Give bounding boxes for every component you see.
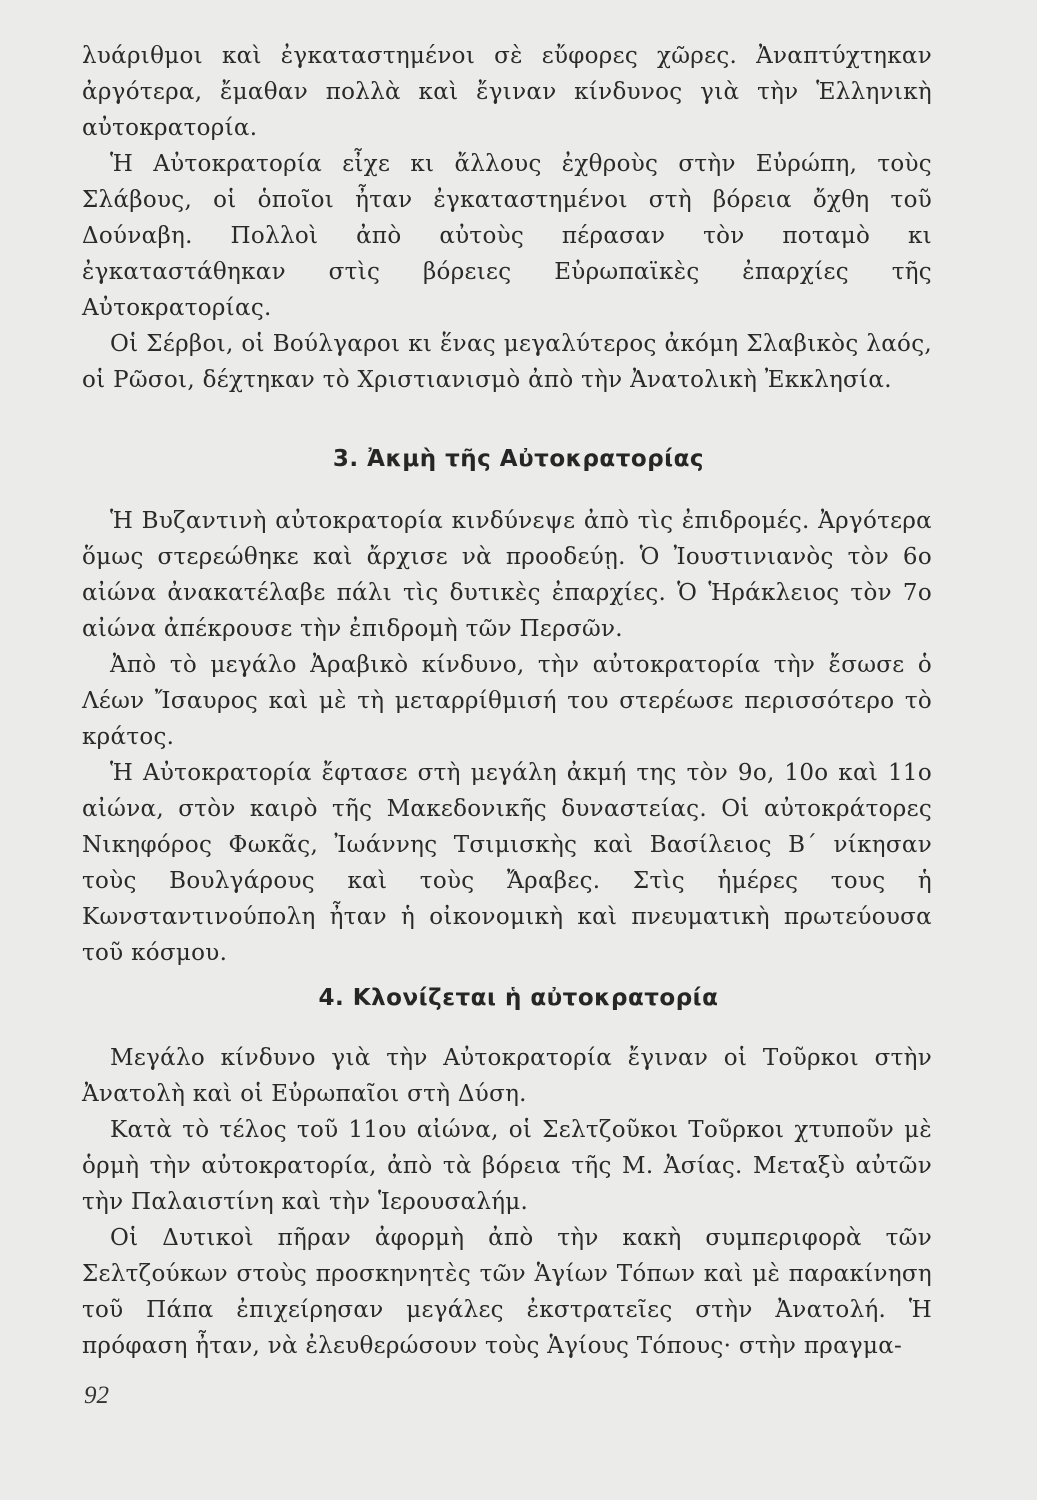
section-heading-3: 3. Ἀκμὴ τῆς Αὐτοκρατορίας (332, 446, 705, 472)
paragraph: Ἡ Βυζαντινὴ αὐτοκρατορία κινδύνεψε ἀπὸ τὶς ἐπιδρομές. Ἀργότερα ὅμως στερεώθηκε καὶ ἄρχισε νὰ προοδεύῃ. Ὁ Ἰουστινιανὸς τὸν 6ο αἰώνα ἀνακατέλαβε πάλι τὶς δυτικὲς ἐπαρχίες. Ὁ Ἡράκλειος τὸν 7ο αἰώνα ἀπέκρουσε τὴν ἐπιδρομὴ τῶν Περσῶν. (82, 508, 932, 642)
paragraph: Μεγάλο κίνδυνο γιὰ τὴν Αὐτοκρατορία ἔγιναν οἱ Τοῦρκοι στὴν Ἀνατολὴ καὶ οἱ Εὐρωπαῖοι στὴ Δύση. (82, 1045, 932, 1107)
paragraph: λυάριθμοι καὶ ἐγκαταστημένοι σὲ εὔφορες χῶρες. Ἀναπτύχτηκαν ἀργότερα, ἔμαθαν πολλὰ καὶ ἔγιναν κίνδυνος γιὰ τὴν Ἑλληνικὴ αὐτοκρατορία. (82, 43, 932, 141)
paragraph: Ἀπὸ τὸ μεγάλο Ἀραβικὸ κίνδυνο, τὴν αὐτοκρατορία τὴν ἔσωσε ὁ Λέων Ἴσαυρος καὶ μὲ τὴ μεταρρίθμισή του στερέωσε περισσότερο τὸ κράτος. (82, 652, 932, 750)
page-number: 92 (84, 1382, 109, 1409)
section-4-text-block (82, 1040, 932, 1364)
paragraph: Ἡ Αὐτοκρατορία ἔφτασε στὴ μεγάλη ἀκμή της τὸν 9ο, 10ο καὶ 11ο αἰώνα, στὸν καιρὸ τῆς Μακεδονικῆς δυναστείας. Οἱ αὐτοκράτορες Νικηφόρος Φωκᾶς, Ἰωάννης Τσιμισκὴς καὶ Βασίλειος Β΄ νίκησαν τοὺς Βουλγάρους καὶ τοὺς Ἄραβες. Στὶς ἡμέρες τους ἡ Κωνσταντινούπολη ἦταν ἡ οἰκονομικὴ καὶ πνευματικὴ πρωτεύουσα τοῦ κόσμου. (82, 760, 932, 966)
section-heading-4: 4. Κλονίζεται ἡ αὐτοκρατορία (318, 985, 719, 1011)
intro-text-block (82, 38, 932, 398)
section-3-text-block (82, 503, 932, 971)
paragraph: Οἱ Σέρβοι, οἱ Βούλγαροι κι ἕνας μεγαλύτερος ἀκόμη Σλαβικὸς λαός, οἱ Ρῶσοι, δέχτηκαν τὸ Χριστιανισμὸ ἀπὸ τὴν Ἀνατολικὴ Ἐκκλησία. (82, 331, 932, 393)
paragraph: Κατὰ τὸ τέλος τοῦ 11ου αἰώνα, οἱ Σελτζοῦκοι Τοῦρκοι χτυποῦν μὲ ὁρμὴ τὴν αὐτοκρατορία, ἀπὸ τὰ βόρεια τῆς Μ. Ἀσίας. Μεταξὺ αὐτῶν τὴν Παλαιστίνη καὶ τὴν Ἱερουσαλήμ. (82, 1117, 932, 1215)
paragraph: Οἱ Δυτικοὶ πῆραν ἀφορμὴ ἀπὸ τὴν κακὴ συμπεριφορὰ τῶν Σελτζούκων στοὺς προσκηνητὲς τῶν Ἁγίων Τόπων καὶ μὲ παρακίνηση τοῦ Πάπα ἐπιχείρησαν μεγάλες ἐκστρατεῖες στὴν Ἀνατολή. Ἡ πρόφαση ἦταν, νὰ ἐλευθερώσουν τοὺς Ἁγίους Τόπους· στὴν πραγμα- (82, 1225, 932, 1359)
paragraph: Ἡ Αὐτοκρατορία εἶχε κι ἄλλους ἐχθροὺς στὴν Εὐρώπη, τοὺς Σλάβους, οἱ ὁποῖοι ἦταν ἐγκαταστημένοι στὴ βόρεια ὄχθη τοῦ Δούναβη. Πολλοὶ ἀπὸ αὐτοὺς πέρασαν τὸν ποταμὸ κι ἐγκαταστάθηκαν στὶς βόρειες Εὐρωπαϊκὲς ἐπαρχίες τῆς Αὐτοκρατορίας. (82, 151, 932, 321)
